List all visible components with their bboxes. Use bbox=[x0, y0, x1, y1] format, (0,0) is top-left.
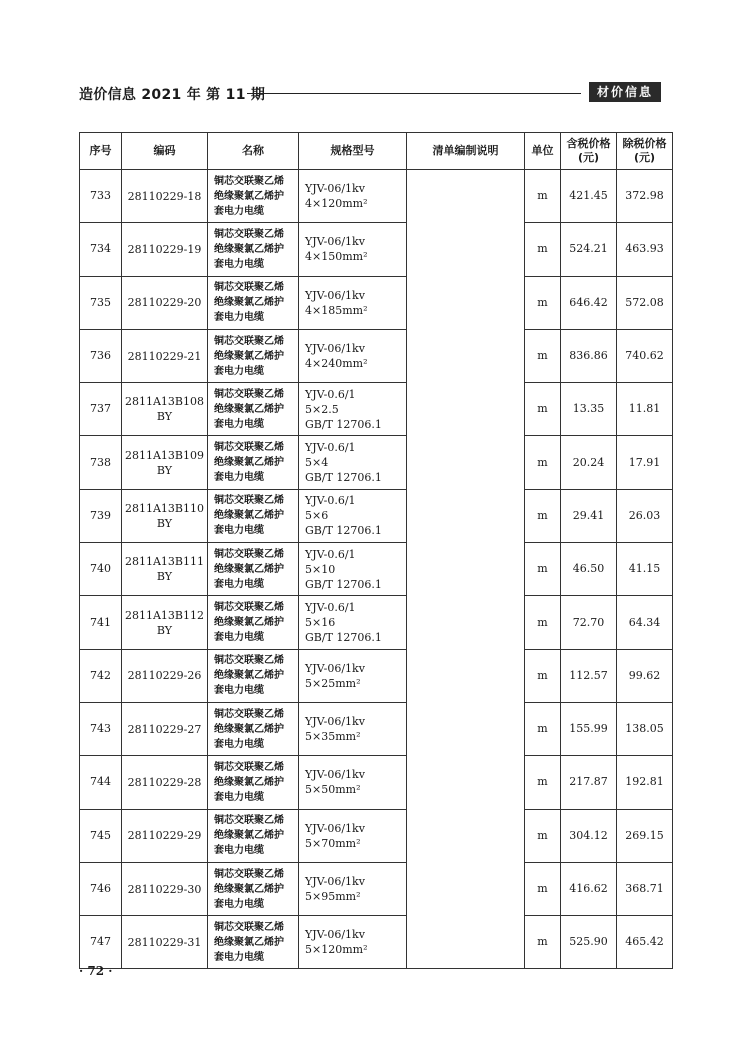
cell-code: 2811A13B110 BY bbox=[122, 489, 208, 542]
cell-spec: YJV-06/1kv 5×95mm² bbox=[299, 862, 407, 915]
col-header-code: 编码 bbox=[122, 133, 208, 170]
cell-spec: YJV-0.6/1 5×2.5 GB/T 12706.1 bbox=[299, 383, 407, 436]
table-row bbox=[80, 596, 673, 649]
cell-name: 铜芯交联聚乙烯 绝缘聚氯乙烯护 套电力电缆 bbox=[208, 170, 299, 223]
cell-seq: 738 bbox=[80, 436, 122, 489]
cell-unit: m bbox=[525, 916, 561, 969]
cell-spec: YJV-0.6/1 5×10 GB/T 12706.1 bbox=[299, 543, 407, 596]
cell-seq: 736 bbox=[80, 329, 122, 382]
cell-name: 铜芯交联聚乙烯 绝缘聚氯乙烯护 套电力电缆 bbox=[208, 436, 299, 489]
cell-price-tax: 20.24 bbox=[561, 436, 617, 489]
cell-seq: 746 bbox=[80, 862, 122, 915]
cell-price-tax: 46.50 bbox=[561, 543, 617, 596]
cell-price-notax: 11.81 bbox=[617, 383, 673, 436]
cell-spec: YJV-0.6/1 5×6 GB/T 12706.1 bbox=[299, 489, 407, 542]
cell-code: 2811A13B108 BY bbox=[122, 383, 208, 436]
cell-seq: 742 bbox=[80, 649, 122, 702]
col-header-price-tax: 含税价格(元) bbox=[561, 133, 617, 170]
cell-spec: YJV-06/1kv 5×70mm² bbox=[299, 809, 407, 862]
table-header-row bbox=[80, 133, 673, 170]
cell-unit: m bbox=[525, 649, 561, 702]
cell-unit: m bbox=[525, 756, 561, 809]
cell-price-tax: 304.12 bbox=[561, 809, 617, 862]
cell-unit: m bbox=[525, 543, 561, 596]
cell-unit: m bbox=[525, 702, 561, 755]
cell-price-notax: 740.62 bbox=[617, 329, 673, 382]
cell-seq: 733 bbox=[80, 170, 122, 223]
col-header-name: 名称 bbox=[208, 133, 299, 170]
cell-code: 28110229-28 bbox=[122, 756, 208, 809]
cell-code: 28110229-20 bbox=[122, 276, 208, 329]
cell-unit: m bbox=[525, 276, 561, 329]
cell-unit: m bbox=[525, 862, 561, 915]
cell-price-tax: 29.41 bbox=[561, 489, 617, 542]
cell-seq: 743 bbox=[80, 702, 122, 755]
cell-seq: 740 bbox=[80, 543, 122, 596]
cell-price-notax: 41.15 bbox=[617, 543, 673, 596]
cell-unit: m bbox=[525, 170, 561, 223]
cell-seq: 741 bbox=[80, 596, 122, 649]
cell-price-tax: 524.21 bbox=[561, 223, 617, 276]
cell-name: 铜芯交联聚乙烯 绝缘聚氯乙烯护 套电力电缆 bbox=[208, 489, 299, 542]
cell-name: 铜芯交联聚乙烯 绝缘聚氯乙烯护 套电力电缆 bbox=[208, 809, 299, 862]
publication-title: 造价信息 2021 年 第 11 期 bbox=[79, 87, 266, 103]
cell-price-notax: 17.91 bbox=[617, 436, 673, 489]
cell-name: 铜芯交联聚乙烯 绝缘聚氯乙烯护 套电力电缆 bbox=[208, 916, 299, 969]
cell-spec: YJV-0.6/1 5×16 GB/T 12706.1 bbox=[299, 596, 407, 649]
cell-unit: m bbox=[525, 223, 561, 276]
cell-price-notax: 372.98 bbox=[617, 170, 673, 223]
cell-name: 铜芯交联聚乙烯 绝缘聚氯乙烯护 套电力电缆 bbox=[208, 543, 299, 596]
table-row bbox=[80, 383, 673, 436]
cell-code: 2811A13B111 BY bbox=[122, 543, 208, 596]
table-row bbox=[80, 702, 673, 755]
cell-name: 铜芯交联聚乙烯 绝缘聚氯乙烯护 套电力电缆 bbox=[208, 702, 299, 755]
cell-spec: YJV-0.6/1 5×4 GB/T 12706.1 bbox=[299, 436, 407, 489]
cell-price-tax: 13.35 bbox=[561, 383, 617, 436]
cell-spec: YJV-06/1kv 4×150mm² bbox=[299, 223, 407, 276]
cell-spec: YJV-06/1kv 4×185mm² bbox=[299, 276, 407, 329]
cell-spec: YJV-06/1kv 5×120mm² bbox=[299, 916, 407, 969]
cell-spec: YJV-06/1kv 4×240mm² bbox=[299, 329, 407, 382]
table-row bbox=[80, 862, 673, 915]
cell-spec: YJV-06/1kv 5×25mm² bbox=[299, 649, 407, 702]
cell-seq: 737 bbox=[80, 383, 122, 436]
cell-unit: m bbox=[525, 383, 561, 436]
col-header-price-notax: 除税价格(元) bbox=[617, 133, 673, 170]
cell-price-tax: 217.87 bbox=[561, 756, 617, 809]
page-number: · 72 · bbox=[79, 964, 113, 978]
cell-spec: YJV-06/1kv 5×35mm² bbox=[299, 702, 407, 755]
cell-price-tax: 416.62 bbox=[561, 862, 617, 915]
cell-code: 2811A13B109 BY bbox=[122, 436, 208, 489]
cell-price-notax: 64.34 bbox=[617, 596, 673, 649]
cell-seq: 744 bbox=[80, 756, 122, 809]
table-row bbox=[80, 543, 673, 596]
cell-price-tax: 72.70 bbox=[561, 596, 617, 649]
table-row bbox=[80, 756, 673, 809]
cell-code: 28110229-27 bbox=[122, 702, 208, 755]
cell-unit: m bbox=[525, 489, 561, 542]
price-table bbox=[79, 132, 673, 969]
cell-code: 28110229-19 bbox=[122, 223, 208, 276]
table-row bbox=[80, 329, 673, 382]
col-header-spec: 规格型号 bbox=[299, 133, 407, 170]
table-row bbox=[80, 223, 673, 276]
cell-price-notax: 269.15 bbox=[617, 809, 673, 862]
cell-price-tax: 525.90 bbox=[561, 916, 617, 969]
cell-price-notax: 463.93 bbox=[617, 223, 673, 276]
cell-price-notax: 26.03 bbox=[617, 489, 673, 542]
table-row bbox=[80, 809, 673, 862]
table-row bbox=[80, 170, 673, 223]
cell-seq: 745 bbox=[80, 809, 122, 862]
cell-price-tax: 836.86 bbox=[561, 329, 617, 382]
cell-seq: 735 bbox=[80, 276, 122, 329]
cell-price-tax: 421.45 bbox=[561, 170, 617, 223]
cell-unit: m bbox=[525, 436, 561, 489]
cell-spec: YJV-06/1kv 4×120mm² bbox=[299, 170, 407, 223]
cell-spec: YJV-06/1kv 5×50mm² bbox=[299, 756, 407, 809]
cell-code: 2811A13B112 BY bbox=[122, 596, 208, 649]
page-header bbox=[79, 82, 661, 104]
cell-price-tax: 646.42 bbox=[561, 276, 617, 329]
cell-code: 28110229-21 bbox=[122, 329, 208, 382]
cell-price-notax: 138.05 bbox=[617, 702, 673, 755]
table-row bbox=[80, 436, 673, 489]
table-body bbox=[80, 170, 673, 969]
cell-name: 铜芯交联聚乙烯 绝缘聚氯乙烯护 套电力电缆 bbox=[208, 756, 299, 809]
cell-price-notax: 368.71 bbox=[617, 862, 673, 915]
cell-price-notax: 99.62 bbox=[617, 649, 673, 702]
cell-name: 铜芯交联聚乙烯 绝缘聚氯乙烯护 套电力电缆 bbox=[208, 329, 299, 382]
table-row bbox=[80, 489, 673, 542]
cell-description-merged bbox=[407, 170, 525, 969]
table-row bbox=[80, 649, 673, 702]
cell-code: 28110229-30 bbox=[122, 862, 208, 915]
cell-price-tax: 112.57 bbox=[561, 649, 617, 702]
cell-unit: m bbox=[525, 596, 561, 649]
cell-code: 28110229-26 bbox=[122, 649, 208, 702]
table-row bbox=[80, 916, 673, 969]
col-header-seq: 序号 bbox=[80, 133, 122, 170]
cell-seq: 734 bbox=[80, 223, 122, 276]
cell-code: 28110229-18 bbox=[122, 170, 208, 223]
cell-price-notax: 465.42 bbox=[617, 916, 673, 969]
cell-code: 28110229-29 bbox=[122, 809, 208, 862]
cell-price-notax: 192.81 bbox=[617, 756, 673, 809]
cell-unit: m bbox=[525, 329, 561, 382]
cell-name: 铜芯交联聚乙烯 绝缘聚氯乙烯护 套电力电缆 bbox=[208, 383, 299, 436]
cell-seq: 739 bbox=[80, 489, 122, 542]
col-header-unit: 单位 bbox=[525, 133, 561, 170]
cell-unit: m bbox=[525, 809, 561, 862]
cell-name: 铜芯交联聚乙烯 绝缘聚氯乙烯护 套电力电缆 bbox=[208, 223, 299, 276]
cell-name: 铜芯交联聚乙烯 绝缘聚氯乙烯护 套电力电缆 bbox=[208, 649, 299, 702]
cell-price-tax: 155.99 bbox=[561, 702, 617, 755]
cell-name: 铜芯交联聚乙烯 绝缘聚氯乙烯护 套电力电缆 bbox=[208, 862, 299, 915]
cell-code: 28110229-31 bbox=[122, 916, 208, 969]
cell-price-notax: 572.08 bbox=[617, 276, 673, 329]
cell-name: 铜芯交联聚乙烯 绝缘聚氯乙烯护 套电力电缆 bbox=[208, 276, 299, 329]
col-header-desc: 清单编制说明 bbox=[407, 133, 525, 170]
header-divider bbox=[247, 93, 581, 94]
cell-name: 铜芯交联聚乙烯 绝缘聚氯乙烯护 套电力电缆 bbox=[208, 596, 299, 649]
section-badge: 材价信息 bbox=[589, 82, 661, 102]
table-row bbox=[80, 276, 673, 329]
cell-seq: 747 bbox=[80, 916, 122, 969]
